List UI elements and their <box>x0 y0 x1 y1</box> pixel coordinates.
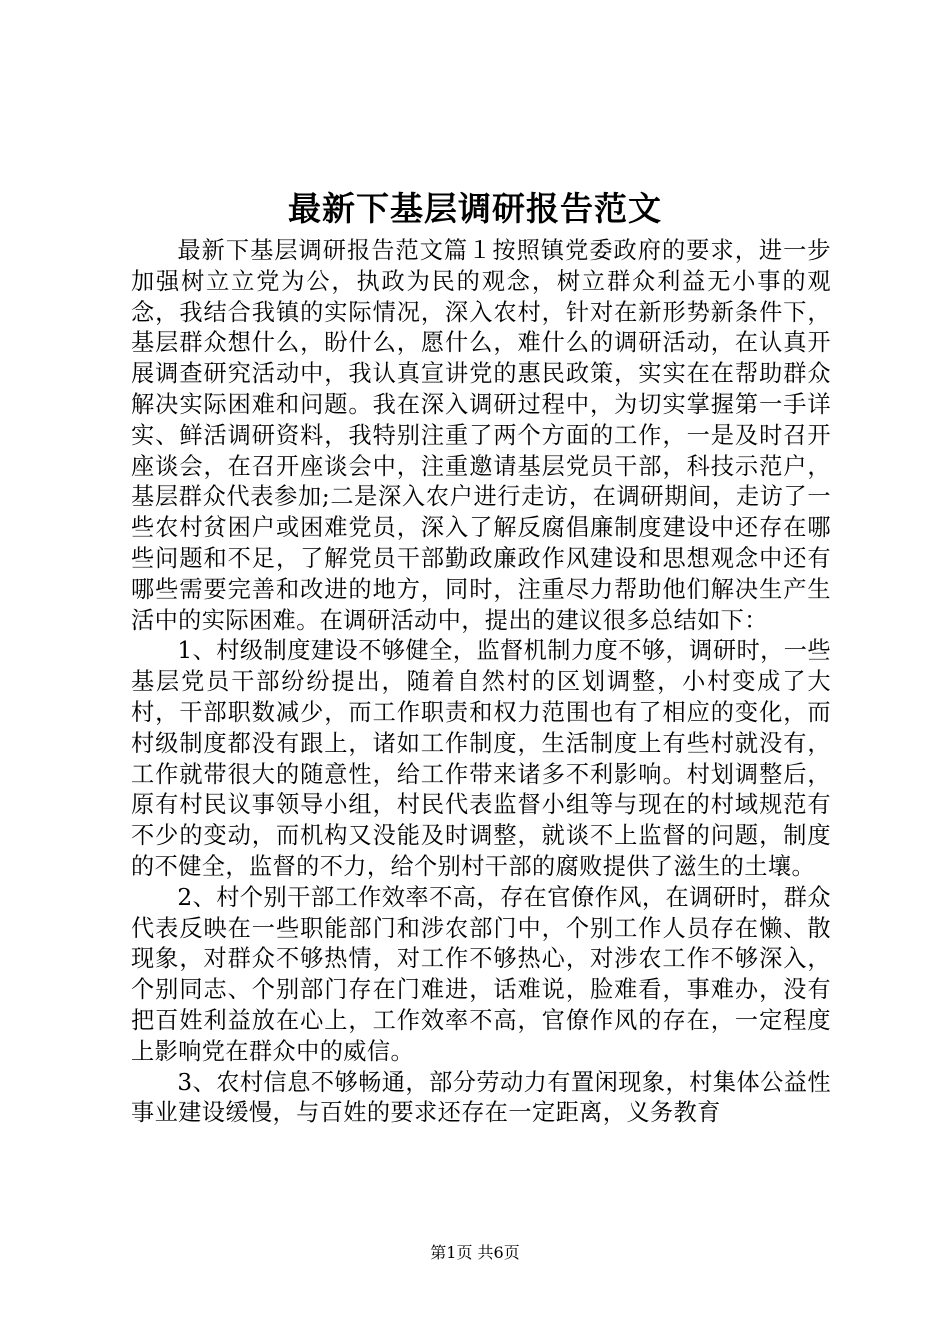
paragraph-item-2: 2、村个别干部工作效率不高，存在官僚作风，在调研时，群众代表反映在一些职能部门和涉农部门中，个别工作人员存在懒、散现象，对群众不够热情，对工作不够热心，对涉农工作不够深入，个别同志、个别部门存在门难进，话难说，脸难看，事难办，没有把百姓利益放在心上，工作效率不高，官僚作风的存在，一定程度上影响党在群众中的威信。 <box>131 883 831 1065</box>
document-title: 最新下基层调研报告范文 <box>288 189 662 228</box>
document-body <box>131 236 831 1129</box>
paragraph-intro: 最新下基层调研报告范文篇１按照镇党委政府的要求，进一步加强树立立党为公，执政为民的观念，树立群众利益无小事的观念，我结合我镇的实际情况，深入农村，针对在新形势新条件下，基层群众想什么，盼什么，愿什么，难什么的调研活动，在认真开展调查研究活动中，我认真宣讲党的惠民政策，实实在在帮助群众解决实际困难和问题。我在深入调研过程中，为切实掌握第一手详实、鲜活调研资料，我特别注重了两个方面的工作，一是及时召开座谈会，在召开座谈会中，注重邀请基层党员干部，科技示范户，基层群众代表参加;二是深入农户进行走访，在调研期间，走访了一些农村贫困户或困难党员，深入了解反腐倡廉制度建设中还存在哪些问题和不足，了解党员干部勤政廉政作风建设和思想观念中还有哪些需要完善和改进的地方，同时，注重尽力帮助他们解决生产生活中的实际困难。在调研活动中，提出的建议很多总结如下： <box>131 237 831 634</box>
page-footer: 第1页 共6页 <box>430 1243 520 1262</box>
paragraph-item-3: 3、农村信息不够畅通，部分劳动力有置闲现象，村集体公益性事业建设缓慢，与百姓的要求还存在一定距离，义务教育 <box>131 1068 831 1127</box>
paragraph-item-1: 1、村级制度建设不够健全，监督机制力度不够，调研时，一些基层党员干部纷纷提出，随着自然村的区划调整，小村变成了大村，干部职数减少，而工作职责和权力范围也有了相应的变化，而村级制度都没有跟上，诸如工作制度，生活制度上有些村就没有，工作就带很大的随意性，给工作带来诸多不利影响。村划调整后，原有村民议事领导小组，村民代表监督小组等与现在的村域规范有不少的变动，而机构又没能及时调整，就谈不上监督的问题，制度的不健全，监督的不力，给个别村干部的腐败提供了滋生的土壤。 <box>131 637 831 880</box>
